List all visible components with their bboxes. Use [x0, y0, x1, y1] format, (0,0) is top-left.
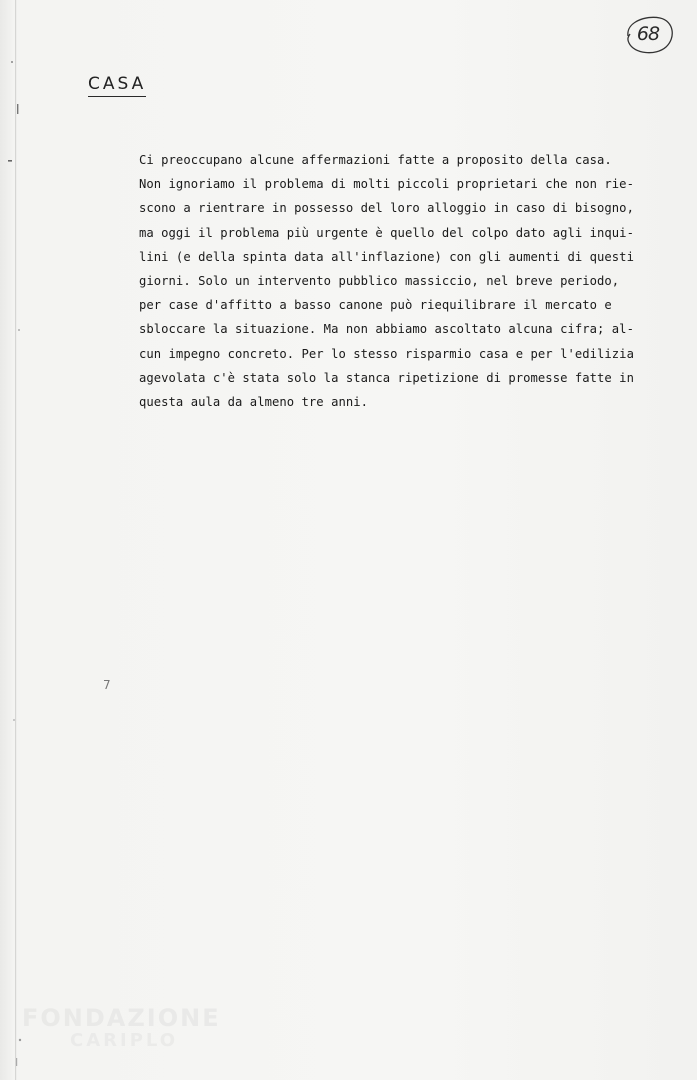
paragraph-line: ma oggi il problema più urgente è quello del colpo dato agli inqui- — [139, 225, 634, 240]
paragraph-line: giorni. Solo un intervento pubblico massiccio, nel breve periodo, — [139, 274, 620, 289]
body-paragraph — [139, 148, 634, 414]
paragraph-line: agevolata c'è stata solo la stanca ripetizione di promesse fatte in — [139, 370, 634, 385]
paragraph-line: Non ignoriamo il problema di molti piccoli proprietari che non rie- — [139, 177, 634, 192]
scan-edge-marks — [0, 0, 30, 1080]
paragraph-line: per case d'affitto a basso canone può riequilibrare il mercato e — [139, 298, 612, 313]
paragraph-line: cun impegno concreto. Per lo stesso risparmio casa e per l'edilizia — [139, 346, 634, 361]
margin-pencil-mark: 7 — [103, 678, 111, 692]
section-heading: CASA — [88, 74, 146, 97]
paragraph-line: sbloccare la situazione. Ma non abbiamo ascoltato alcuna cifra; al- — [139, 322, 634, 337]
archive-watermark-sub: CARIPLO — [70, 1030, 179, 1051]
paragraph-line: scono a rientrare in possesso del loro alloggio in caso di bisogno, — [139, 201, 634, 216]
archive-watermark: FONDAZIONE — [22, 1004, 221, 1032]
handwritten-page-number — [620, 12, 676, 56]
paragraph-line: lini (e della spinta data all'inflazione) con gli aumenti di questi — [139, 249, 634, 264]
paragraph-line: questa aula da almeno tre anni. — [139, 395, 369, 410]
page-number-text: 68 — [636, 23, 660, 45]
paragraph-line: Ci preoccupano alcune affermazioni fatte a proposito della casa. — [139, 153, 612, 167]
